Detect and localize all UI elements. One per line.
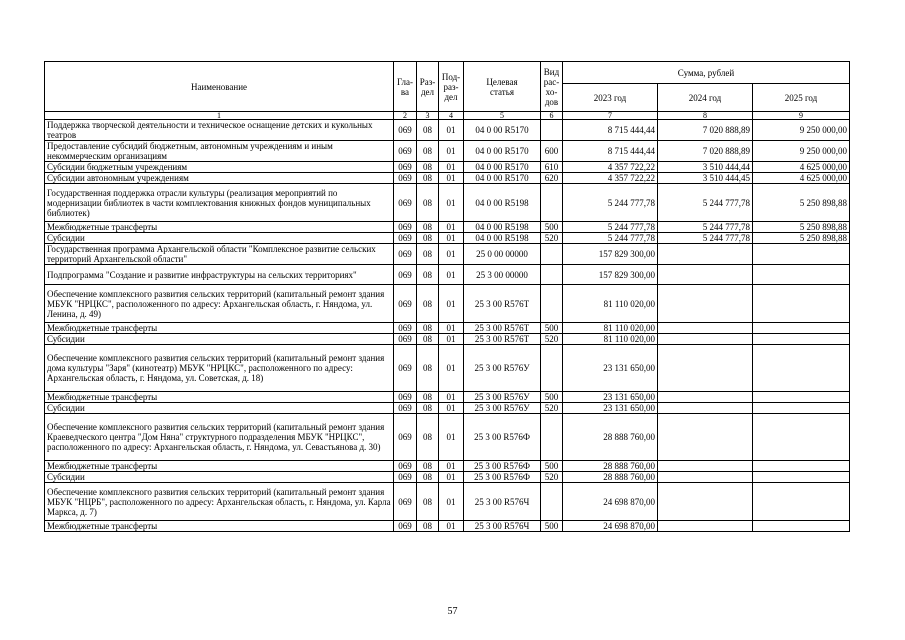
row-sum-2024: [658, 483, 753, 521]
row-sum-2023: 8 715 444,44: [563, 141, 658, 162]
row-sum-2024: 5 244 777,78: [658, 184, 753, 222]
table-row: [45, 233, 850, 244]
table-row: [45, 173, 850, 184]
header-podrazdel: Под- раз- дел: [439, 62, 464, 112]
row-sum-2023: 4 357 722,22: [563, 162, 658, 173]
row-sum-2025: [753, 323, 850, 334]
row-target: 25 3 00 R576Ф: [464, 414, 541, 461]
row-sum-2024: [658, 244, 753, 265]
row-razdel: 08: [417, 244, 439, 265]
row-sum-2024: [658, 345, 753, 392]
row-sum-2025: [753, 285, 850, 323]
column-number: 4: [439, 112, 464, 120]
row-podrazdel: 01: [439, 184, 464, 222]
row-sum-2024: [658, 521, 753, 532]
row-vid: 520: [541, 334, 563, 345]
row-vid: [541, 244, 563, 265]
table-body: [45, 120, 850, 532]
row-target: 25 0 00 00000: [464, 244, 541, 265]
header-sum: Сумма, рублей: [563, 62, 850, 84]
row-glava: 069: [394, 265, 417, 285]
row-sum-2024: [658, 403, 753, 414]
row-sum-2024: [658, 414, 753, 461]
row-sum-2024: 3 510 444,45: [658, 173, 753, 184]
row-razdel: 08: [417, 521, 439, 532]
row-podrazdel: 01: [439, 233, 464, 244]
row-glava: 069: [394, 483, 417, 521]
row-sum-2023: 8 715 444,44: [563, 120, 658, 141]
row-sum-2025: 5 250 898,88: [753, 184, 850, 222]
row-glava: 069: [394, 285, 417, 323]
row-sum-2025: [753, 403, 850, 414]
header-vid: Вид рас- хо- дов: [541, 62, 563, 112]
row-sum-2023: 28 888 760,00: [563, 472, 658, 483]
row-sum-2024: [658, 285, 753, 323]
table-row: [45, 403, 850, 414]
header-target: Целевая статья: [464, 62, 541, 112]
row-sum-2025: [753, 265, 850, 285]
header-name: Наименование: [45, 62, 394, 112]
row-name: Межбюджетные трансферты: [45, 323, 394, 334]
row-name: Государственная поддержка отрасли культуры (реализация мероприятий по модернизации библиотек в части комплектования книжных фондов муниципальных библиотек): [45, 184, 394, 222]
row-sum-2025: 4 625 000,00: [753, 173, 850, 184]
row-glava: 069: [394, 323, 417, 334]
row-target: 04 0 00 R5198: [464, 222, 541, 233]
row-name: Межбюджетные трансферты: [45, 222, 394, 233]
table-row: [45, 461, 850, 472]
row-podrazdel: 01: [439, 521, 464, 532]
row-glava: 069: [394, 162, 417, 173]
row-glava: 069: [394, 233, 417, 244]
row-razdel: 08: [417, 285, 439, 323]
row-podrazdel: 01: [439, 483, 464, 521]
row-target: 25 3 00 R576Т: [464, 285, 541, 323]
row-sum-2023: 157 829 300,00: [563, 265, 658, 285]
row-sum-2025: 4 625 000,00: [753, 162, 850, 173]
row-razdel: 08: [417, 472, 439, 483]
row-razdel: 08: [417, 414, 439, 461]
row-podrazdel: 01: [439, 392, 464, 403]
header-year-2023: 2023 год: [563, 84, 658, 112]
row-name: Обеспечение комплексного развития сельских территорий (капитальный ремонт здания МБУК "НРЦКС", расположенного по адресу: Архангельская область, г. Няндома, ул. Ленина, д. 49): [45, 285, 394, 323]
row-sum-2023: 5 244 777,78: [563, 222, 658, 233]
row-sum-2023: 157 829 300,00: [563, 244, 658, 265]
row-target: 04 0 00 R5170: [464, 162, 541, 173]
row-name: Государственная программа Архангельской области "Комплексное развитие сельских территорий Архангельской области": [45, 244, 394, 265]
table-row: [45, 323, 850, 334]
row-razdel: 08: [417, 222, 439, 233]
row-glava: 069: [394, 345, 417, 392]
row-sum-2025: [753, 244, 850, 265]
row-sum-2023: 81 110 020,00: [563, 334, 658, 345]
table-row: [45, 162, 850, 173]
row-target: 25 3 00 R576Ч: [464, 483, 541, 521]
row-razdel: 08: [417, 141, 439, 162]
row-glava: 069: [394, 173, 417, 184]
row-podrazdel: 01: [439, 345, 464, 392]
row-target: 25 3 00 00000: [464, 265, 541, 285]
row-name: Поддержка творческой деятельности и техническое оснащение детских и кукольных театров: [45, 120, 394, 141]
row-sum-2023: 5 244 777,78: [563, 233, 658, 244]
row-target: 25 3 00 R576Т: [464, 323, 541, 334]
row-razdel: 08: [417, 162, 439, 173]
row-glava: 069: [394, 141, 417, 162]
row-name: Межбюджетные трансферты: [45, 461, 394, 472]
row-glava: 069: [394, 392, 417, 403]
row-sum-2025: 5 250 898,88: [753, 233, 850, 244]
row-name: Межбюджетные трансферты: [45, 392, 394, 403]
row-sum-2023: 28 888 760,00: [563, 414, 658, 461]
row-podrazdel: 01: [439, 323, 464, 334]
row-vid: 620: [541, 173, 563, 184]
row-podrazdel: 01: [439, 173, 464, 184]
table-row: [45, 334, 850, 345]
column-number: 5: [464, 112, 541, 120]
row-vid: [541, 345, 563, 392]
row-name: Подпрограмма "Создание и развитие инфраструктуры на сельских территориях": [45, 265, 394, 285]
row-name: Обеспечение комплексного развития сельских территорий (капитальный ремонт здания Краеведческого центра "Дом Няна" структурного подразделения МБУК "НРЦКС", расположенного по адресу: Архангельская область, г. Няндома, ул. Севастьянова д. 30): [45, 414, 394, 461]
row-sum-2024: 5 244 777,78: [658, 222, 753, 233]
column-number: 1: [45, 112, 394, 120]
row-sum-2024: 7 020 888,89: [658, 120, 753, 141]
row-target: 04 0 00 R5198: [464, 233, 541, 244]
row-glava: 069: [394, 521, 417, 532]
table-row: [45, 222, 850, 233]
row-sum-2024: [658, 334, 753, 345]
row-podrazdel: 01: [439, 334, 464, 345]
row-name: Субсидии: [45, 334, 394, 345]
row-vid: [541, 184, 563, 222]
row-sum-2025: [753, 521, 850, 532]
row-target: 25 3 00 R576У: [464, 392, 541, 403]
row-sum-2024: [658, 461, 753, 472]
page-number: 57: [447, 606, 458, 617]
column-number: 8: [658, 112, 753, 120]
row-razdel: 08: [417, 392, 439, 403]
row-sum-2023: 23 131 650,00: [563, 392, 658, 403]
row-sum-2023: 23 131 650,00: [563, 345, 658, 392]
row-sum-2023: 81 110 020,00: [563, 285, 658, 323]
row-sum-2023: 5 244 777,78: [563, 184, 658, 222]
row-razdel: 08: [417, 233, 439, 244]
row-vid: 520: [541, 233, 563, 244]
row-glava: 069: [394, 414, 417, 461]
row-podrazdel: 01: [439, 244, 464, 265]
row-name: Обеспечение комплексного развития сельских территорий (капитальный ремонт здания дома культуры "Заря" (кинотеатр) МБУК "НРЦКС", расположенного по адресу: Архангельская область, г. Няндома, ул. Советская, д. 18): [45, 345, 394, 392]
row-name: Субсидии: [45, 233, 394, 244]
column-number-row: [45, 112, 850, 120]
row-sum-2025: 9 250 000,00: [753, 120, 850, 141]
row-sum-2024: [658, 392, 753, 403]
row-podrazdel: 01: [439, 461, 464, 472]
row-podrazdel: 01: [439, 265, 464, 285]
row-glava: 069: [394, 472, 417, 483]
row-sum-2025: [753, 392, 850, 403]
row-podrazdel: 01: [439, 472, 464, 483]
row-target: 04 0 00 R5198: [464, 184, 541, 222]
header-year-2025: 2025 год: [753, 84, 850, 112]
row-podrazdel: 01: [439, 414, 464, 461]
header-razdel: Раз- дел: [417, 62, 439, 112]
row-sum-2025: [753, 334, 850, 345]
row-vid: 500: [541, 461, 563, 472]
column-number: 7: [563, 112, 658, 120]
row-razdel: 08: [417, 403, 439, 414]
table-row: [45, 244, 850, 265]
budget-table: [44, 61, 850, 532]
table-row: [45, 345, 850, 392]
row-razdel: 08: [417, 173, 439, 184]
row-name: Субсидии бюджетным учреждениям: [45, 162, 394, 173]
row-glava: 069: [394, 244, 417, 265]
row-glava: 069: [394, 461, 417, 472]
column-number: 9: [753, 112, 850, 120]
row-target: 25 3 00 R576Ф: [464, 461, 541, 472]
row-name: Субсидии автономным учреждениям: [45, 173, 394, 184]
row-vid: 520: [541, 472, 563, 483]
table-row: [45, 120, 850, 141]
row-name: Субсидии: [45, 472, 394, 483]
row-podrazdel: 01: [439, 141, 464, 162]
row-sum-2025: [753, 461, 850, 472]
row-podrazdel: 01: [439, 162, 464, 173]
row-razdel: 08: [417, 323, 439, 334]
row-sum-2024: [658, 323, 753, 334]
table-row: [45, 265, 850, 285]
row-glava: 069: [394, 334, 417, 345]
row-glava: 069: [394, 403, 417, 414]
row-name: Субсидии: [45, 403, 394, 414]
row-vid: 520: [541, 403, 563, 414]
row-vid: [541, 414, 563, 461]
row-podrazdel: 01: [439, 222, 464, 233]
row-sum-2024: 3 510 444,44: [658, 162, 753, 173]
row-razdel: 08: [417, 184, 439, 222]
row-sum-2023: 4 357 722,22: [563, 173, 658, 184]
row-razdel: 08: [417, 345, 439, 392]
row-vid: 500: [541, 392, 563, 403]
row-target: 25 3 00 R576Ч: [464, 521, 541, 532]
row-vid: [541, 483, 563, 521]
column-number: 2: [394, 112, 417, 120]
row-sum-2025: [753, 472, 850, 483]
table-row: [45, 472, 850, 483]
row-sum-2023: 81 110 020,00: [563, 323, 658, 334]
row-name: Предоставление субсидий бюджетным, автономным учреждениям и иным некоммерческим организациям: [45, 141, 394, 162]
row-sum-2025: [753, 345, 850, 392]
header-glava: Гла- ва: [394, 62, 417, 112]
row-target: 25 3 00 R576У: [464, 345, 541, 392]
table-row: [45, 521, 850, 532]
row-razdel: 08: [417, 120, 439, 141]
row-sum-2024: 5 244 777,78: [658, 233, 753, 244]
row-podrazdel: 01: [439, 403, 464, 414]
row-sum-2025: 9 250 000,00: [753, 141, 850, 162]
row-sum-2024: [658, 265, 753, 285]
row-sum-2024: 7 020 888,89: [658, 141, 753, 162]
row-sum-2023: 28 888 760,00: [563, 461, 658, 472]
column-number: 3: [417, 112, 439, 120]
row-target: 04 0 00 R5170: [464, 173, 541, 184]
row-razdel: 08: [417, 334, 439, 345]
row-name: Обеспечение комплексного развития сельских территорий (капитальный ремонт здания МБУК "НЦРБ", расположенного по адресу: Архангельская область, г. Няндома, ул. Карла Маркса, д. 7): [45, 483, 394, 521]
table-row: [45, 184, 850, 222]
row-sum-2025: 5 250 898,88: [753, 222, 850, 233]
row-target: 04 0 00 R5170: [464, 120, 541, 141]
row-target: 25 3 00 R576Ф: [464, 472, 541, 483]
column-number: 6: [541, 112, 563, 120]
row-razdel: 08: [417, 483, 439, 521]
row-sum-2024: [658, 472, 753, 483]
row-vid: [541, 265, 563, 285]
table-row: [45, 414, 850, 461]
row-glava: 069: [394, 222, 417, 233]
row-vid: 610: [541, 162, 563, 173]
row-podrazdel: 01: [439, 285, 464, 323]
row-vid: [541, 120, 563, 141]
row-sum-2025: [753, 483, 850, 521]
header-year-2024: 2024 год: [658, 84, 753, 112]
row-vid: 500: [541, 521, 563, 532]
table-row: [45, 285, 850, 323]
row-sum-2023: 24 698 870,00: [563, 483, 658, 521]
row-vid: [541, 285, 563, 323]
row-podrazdel: 01: [439, 120, 464, 141]
table-row: [45, 392, 850, 403]
row-sum-2025: [753, 414, 850, 461]
table-row: [45, 141, 850, 162]
table-row: [45, 483, 850, 521]
row-target: 25 3 00 R576У: [464, 403, 541, 414]
row-glava: 069: [394, 184, 417, 222]
row-vid: 500: [541, 222, 563, 233]
row-name: Межбюджетные трансферты: [45, 521, 394, 532]
row-razdel: 08: [417, 461, 439, 472]
row-target: 04 0 00 R5170: [464, 141, 541, 162]
row-razdel: 08: [417, 265, 439, 285]
row-glava: 069: [394, 120, 417, 141]
table-header: [45, 62, 850, 120]
row-sum-2023: 24 698 870,00: [563, 521, 658, 532]
row-vid: 500: [541, 323, 563, 334]
row-vid: 600: [541, 141, 563, 162]
row-target: 25 3 00 R576Т: [464, 334, 541, 345]
row-sum-2023: 23 131 650,00: [563, 403, 658, 414]
